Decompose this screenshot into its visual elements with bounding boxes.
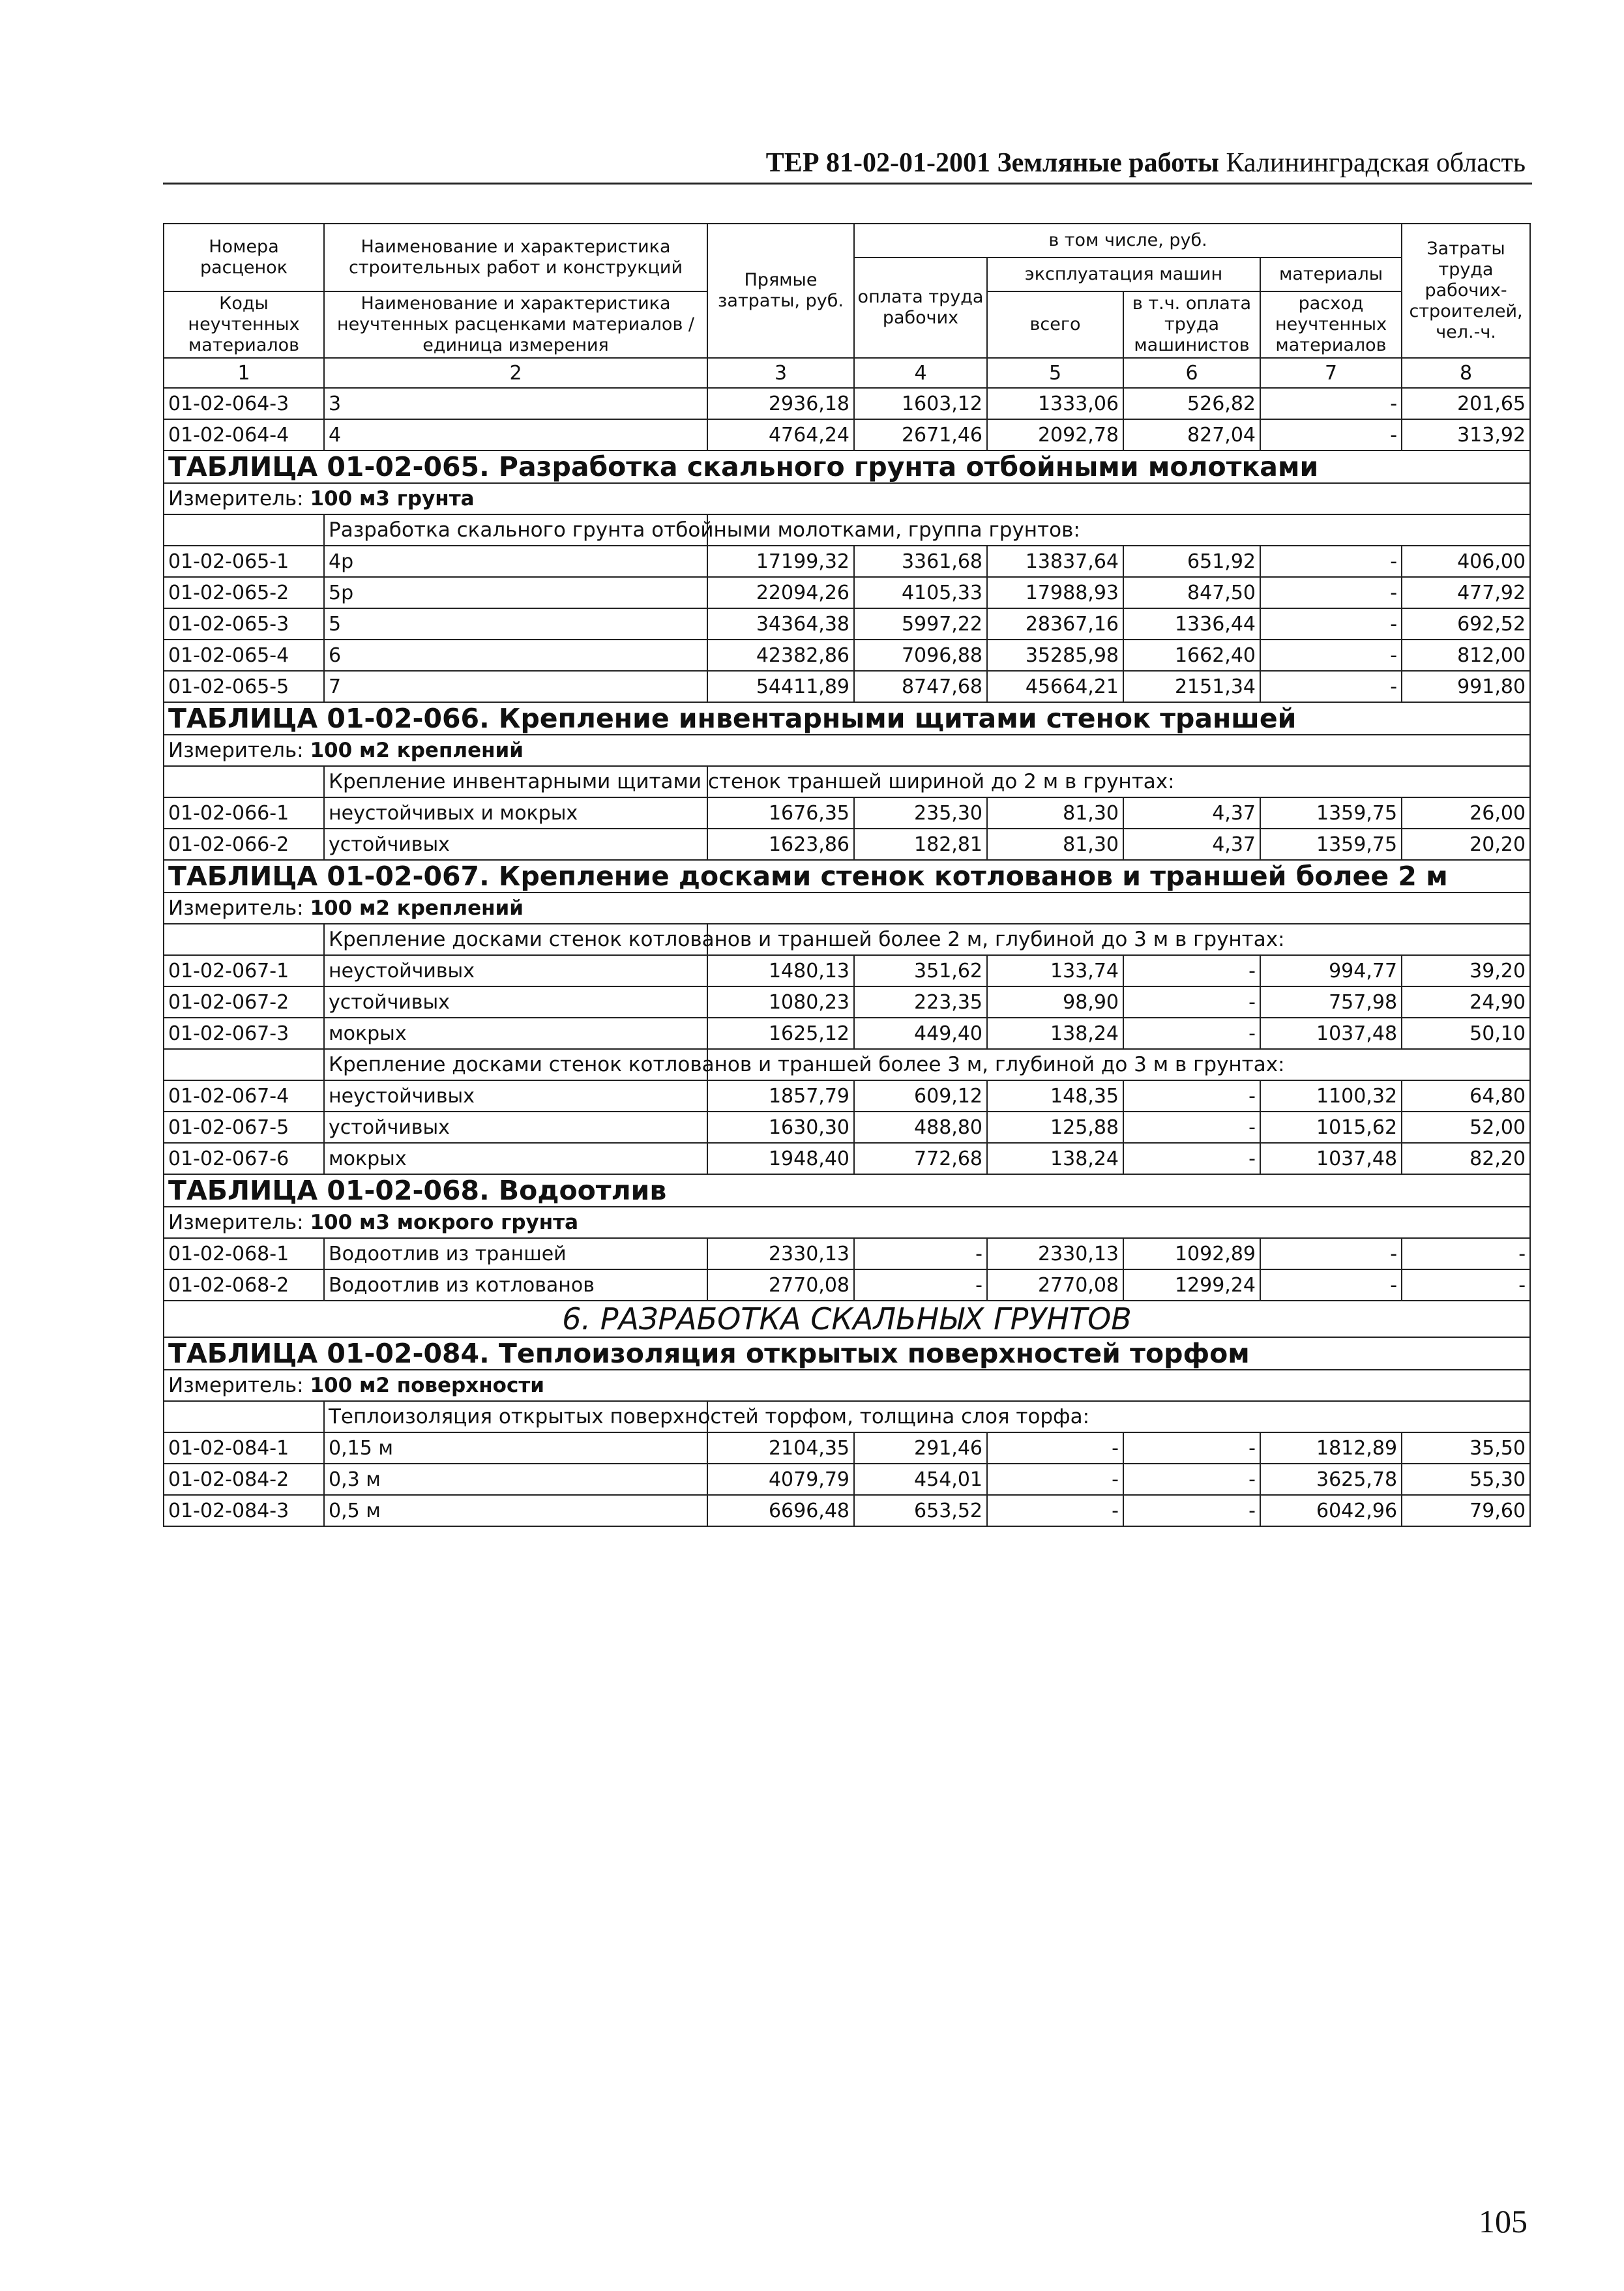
rate-name: устойчивых: [324, 986, 707, 1018]
col-name-top: Наименование и характеристика строительных работ и конструкций: [324, 224, 707, 291]
table-title-text: ТАБЛИЦА 01-02-065. Разработка скального грунта отбойными молотками: [168, 451, 1319, 482]
rate-value: 223,35: [854, 986, 987, 1018]
col-name-bottom: Наименование и характеристика неучтенных расценками материалов / единица измерения: [324, 291, 707, 358]
rate-value: 81,30: [987, 797, 1123, 829]
rate-name: 4: [324, 419, 707, 451]
rate-code: 01-02-066-1: [164, 797, 324, 829]
rate-value: 2092,78: [987, 419, 1123, 451]
measure-value: 100 м3 грунта: [310, 487, 475, 510]
rate-value: 1037,48: [1260, 1143, 1402, 1174]
table-row: [164, 1464, 1530, 1495]
rate-value: 138,24: [987, 1018, 1123, 1049]
rate-value: 35285,98: [987, 640, 1123, 671]
rate-value: 651,92: [1123, 546, 1260, 577]
rate-value: 4,37: [1123, 797, 1260, 829]
rate-value: -: [987, 1432, 1123, 1464]
rate-value: 98,90: [987, 986, 1123, 1018]
rate-value: 20,20: [1402, 829, 1530, 860]
rate-value: 138,24: [987, 1143, 1123, 1174]
rate-code: 01-02-068-2: [164, 1269, 324, 1301]
rate-value: -: [1260, 546, 1402, 577]
rate-value: 449,40: [854, 1018, 987, 1049]
col-codes-bottom: Коды неучтенных материалов: [164, 291, 324, 358]
table-title-text: ТАБЛИЦА 01-02-068. Водоотлив: [168, 1175, 667, 1206]
rate-value: 2770,08: [707, 1269, 854, 1301]
rate-value: 52,00: [1402, 1112, 1530, 1143]
rate-code: 01-02-067-6: [164, 1143, 324, 1174]
group-description: Теплоизоляция открытых поверхностей торфом, толщина слоя торфа:: [324, 1401, 707, 1432]
rate-value: 2770,08: [987, 1269, 1123, 1301]
table-header: [164, 224, 1530, 388]
rate-value: -: [854, 1238, 987, 1269]
group-description: Крепление досками стенок котлованов и траншей более 2 м, глубиной до 3 м в грунтах:: [324, 924, 707, 955]
rate-value: 6696,48: [707, 1495, 854, 1526]
rate-value: 406,00: [1402, 546, 1530, 577]
rate-value: 1299,24: [1123, 1269, 1260, 1301]
rate-value: -: [1123, 1080, 1260, 1112]
rate-value: -: [1123, 1464, 1260, 1495]
table-title-text: ТАБЛИЦА 01-02-066. Крепление инвентарными щитами стенок траншей: [168, 703, 1297, 734]
rate-value: -: [1260, 671, 1402, 702]
rate-value: 4,37: [1123, 829, 1260, 860]
rate-value: 526,82: [1123, 388, 1260, 419]
rate-value: 2104,35: [707, 1432, 854, 1464]
table-row: [164, 1269, 1530, 1301]
rate-code: 01-02-066-2: [164, 829, 324, 860]
rate-value: 1630,30: [707, 1112, 854, 1143]
table-title: [164, 1337, 1530, 1370]
rate-name: мокрых: [324, 1143, 707, 1174]
rate-value: 17988,93: [987, 577, 1123, 608]
col-materials: материалы: [1260, 258, 1402, 291]
col-num: 3: [707, 358, 854, 388]
rate-code: 01-02-067-4: [164, 1080, 324, 1112]
price-table: [163, 223, 1531, 1527]
rate-value: -: [987, 1464, 1123, 1495]
table-row: [164, 640, 1530, 671]
rate-value: 235,30: [854, 797, 987, 829]
table-row: [164, 419, 1530, 451]
rate-name: 6: [324, 640, 707, 671]
measure-value: 100 м3 мокрого грунта: [310, 1211, 579, 1234]
rate-value: 653,52: [854, 1495, 987, 1526]
col-num: 7: [1260, 358, 1402, 388]
rate-value: 22094,26: [707, 577, 854, 608]
rate-value: 4105,33: [854, 577, 987, 608]
rate-value: -: [1123, 1495, 1260, 1526]
rate-value: -: [1260, 608, 1402, 640]
measure-label: Измеритель:: [168, 1374, 304, 1397]
rate-value: 34364,38: [707, 608, 854, 640]
rate-value: 3625,78: [1260, 1464, 1402, 1495]
rate-value: 28367,16: [987, 608, 1123, 640]
table-measure: [164, 1370, 1530, 1401]
table-row: [164, 955, 1530, 986]
rate-value: 609,12: [854, 1080, 987, 1112]
rate-name: 4р: [324, 546, 707, 577]
rate-value: 7096,88: [854, 640, 987, 671]
col-machinists-wages: в т.ч. оплата труда машинистов: [1123, 291, 1260, 358]
measure-value: 100 м2 креплений: [310, 739, 524, 762]
rate-value: 6042,96: [1260, 1495, 1402, 1526]
rate-name: 0,15 м: [324, 1432, 707, 1464]
rate-code: 01-02-068-1: [164, 1238, 324, 1269]
rate-value: 4764,24: [707, 419, 854, 451]
rate-value: -: [1123, 1432, 1260, 1464]
rate-value: 1857,79: [707, 1080, 854, 1112]
rate-code: 01-02-065-2: [164, 577, 324, 608]
rate-code: 01-02-064-4: [164, 419, 324, 451]
rate-value: -: [1260, 388, 1402, 419]
rate-value: -: [987, 1495, 1123, 1526]
rate-value: -: [1123, 1018, 1260, 1049]
rate-value: 2151,34: [1123, 671, 1260, 702]
rate-value: 8747,68: [854, 671, 987, 702]
table-row: [164, 1143, 1530, 1174]
rate-name: неустойчивых и мокрых: [324, 797, 707, 829]
rate-value: 182,81: [854, 829, 987, 860]
measure-value: 100 м2 креплений: [310, 896, 524, 920]
rate-value: -: [1123, 1112, 1260, 1143]
rate-name: 5р: [324, 577, 707, 608]
rate-value: -: [1123, 955, 1260, 986]
table-title-text: ТАБЛИЦА 01-02-067. Крепление досками стенок котлованов и траншей более 2 м: [168, 861, 1448, 892]
rate-name: 7: [324, 671, 707, 702]
table-measure: [164, 483, 1530, 514]
header-text: [766, 147, 1526, 179]
rate-value: 1603,12: [854, 388, 987, 419]
rate-name: Водоотлив из траншей: [324, 1238, 707, 1269]
col-material-usage: расход неучтенных материалов: [1260, 291, 1402, 358]
header-region: Калининградская область: [1226, 148, 1526, 178]
rate-value: 454,01: [854, 1464, 987, 1495]
table-row: [164, 388, 1530, 419]
rate-value: 757,98: [1260, 986, 1402, 1018]
table-row: [164, 829, 1530, 860]
rate-value: -: [1402, 1238, 1530, 1269]
rate-value: -: [854, 1269, 987, 1301]
col-wages: оплата труда рабочих: [854, 258, 987, 358]
page-number: 105: [1479, 2203, 1528, 2239]
rate-value: -: [1123, 986, 1260, 1018]
col-num: 4: [854, 358, 987, 388]
table-row: [164, 671, 1530, 702]
col-num: 6: [1123, 358, 1260, 388]
rate-value: 692,52: [1402, 608, 1530, 640]
rate-value: 79,60: [1402, 1495, 1530, 1526]
group-description: Крепление досками стенок котлованов и траншей более 3 м, глубиной до 3 м в грунтах:: [324, 1049, 707, 1080]
rate-value: 1333,06: [987, 388, 1123, 419]
rate-code: 01-02-084-2: [164, 1464, 324, 1495]
rate-value: 81,30: [987, 829, 1123, 860]
rate-value: -: [1260, 577, 1402, 608]
rate-code: 01-02-065-1: [164, 546, 324, 577]
header-code: ТЕР 81-02-01-2001: [765, 148, 990, 178]
rate-value: 477,92: [1402, 577, 1530, 608]
col-num: 1: [164, 358, 324, 388]
rate-value: 1623,86: [707, 829, 854, 860]
header-title: Земляные работы: [997, 148, 1219, 178]
rate-value: 1359,75: [1260, 797, 1402, 829]
rate-name: 3: [324, 388, 707, 419]
rate-value: 54411,89: [707, 671, 854, 702]
rate-value: 1100,32: [1260, 1080, 1402, 1112]
table-measure: [164, 735, 1530, 766]
rate-value: 133,74: [987, 955, 1123, 986]
table-measure: [164, 1207, 1530, 1238]
rate-value: 5997,22: [854, 608, 987, 640]
rate-code: 01-02-084-1: [164, 1432, 324, 1464]
col-num: 8: [1402, 358, 1530, 388]
rate-value: 45664,21: [987, 671, 1123, 702]
rate-code: 01-02-067-5: [164, 1112, 324, 1143]
table-title: [164, 1174, 1530, 1207]
rate-value: -: [1402, 1269, 1530, 1301]
rate-value: 994,77: [1260, 955, 1402, 986]
rate-value: 1676,35: [707, 797, 854, 829]
rate-name: устойчивых: [324, 829, 707, 860]
table-row: [164, 546, 1530, 577]
rate-name: мокрых: [324, 1018, 707, 1049]
table-row: [164, 986, 1530, 1018]
rate-name: устойчивых: [324, 1112, 707, 1143]
rate-name: 0,5 м: [324, 1495, 707, 1526]
rate-value: 148,35: [987, 1080, 1123, 1112]
column-numbers: [164, 358, 1530, 388]
rate-value: 55,30: [1402, 1464, 1530, 1495]
rate-code: 01-02-065-5: [164, 671, 324, 702]
rate-code: 01-02-067-1: [164, 955, 324, 986]
table-title-text: ТАБЛИЦА 01-02-084. Теплоизоляция открытых поверхностей торфом: [168, 1338, 1250, 1369]
rate-value: 812,00: [1402, 640, 1530, 671]
measure-label: Измеритель:: [168, 487, 304, 510]
rate-value: 991,80: [1402, 671, 1530, 702]
table-title: [164, 860, 1530, 893]
rate-value: -: [1260, 1238, 1402, 1269]
rate-value: 1625,12: [707, 1018, 854, 1049]
table-row: [164, 1432, 1530, 1464]
table-row: [164, 577, 1530, 608]
col-direct-costs: Прямые затраты, руб.: [707, 224, 854, 358]
rate-value: 50,10: [1402, 1018, 1530, 1049]
col-machines-total: всего: [987, 291, 1123, 358]
col-labor: Затраты труда рабочих-строителей, чел.-ч.: [1402, 224, 1530, 358]
rate-value: 4079,79: [707, 1464, 854, 1495]
rate-value: 64,80: [1402, 1080, 1530, 1112]
measure-label: Измеритель:: [168, 1211, 304, 1234]
table-row: [164, 797, 1530, 829]
rate-value: 313,92: [1402, 419, 1530, 451]
rate-value: 125,88: [987, 1112, 1123, 1143]
rate-value: 24,90: [1402, 986, 1530, 1018]
rate-value: 42382,86: [707, 640, 854, 671]
rate-value: 3361,68: [854, 546, 987, 577]
table-row: [164, 1238, 1530, 1269]
rate-name: 5: [324, 608, 707, 640]
table-row: [164, 1112, 1530, 1143]
measure-value: 100 м2 поверхности: [310, 1374, 545, 1397]
rate-value: 82,20: [1402, 1143, 1530, 1174]
rate-value: -: [1123, 1143, 1260, 1174]
col-including: в том числе, руб.: [854, 224, 1402, 258]
rate-value: 2330,13: [707, 1238, 854, 1269]
rate-value: 13837,64: [987, 546, 1123, 577]
rate-value: 1812,89: [1260, 1432, 1402, 1464]
rate-value: 1480,13: [707, 955, 854, 986]
rate-value: 772,68: [854, 1143, 987, 1174]
rate-value: 1359,75: [1260, 829, 1402, 860]
rate-name: 0,3 м: [324, 1464, 707, 1495]
rate-value: 1948,40: [707, 1143, 854, 1174]
col-num: 5: [987, 358, 1123, 388]
table-body: [164, 388, 1530, 1526]
rate-value: 1336,44: [1123, 608, 1260, 640]
section-heading: 6. РАЗРАБОТКА СКАЛЬНЫХ ГРУНТОВ: [164, 1301, 1530, 1337]
rate-value: -: [1260, 419, 1402, 451]
table-row: [164, 608, 1530, 640]
rate-code: 01-02-065-3: [164, 608, 324, 640]
rate-value: 1662,40: [1123, 640, 1260, 671]
rate-name: неустойчивых: [324, 955, 707, 986]
rate-value: 1037,48: [1260, 1018, 1402, 1049]
col-machines: эксплуатация машин: [987, 258, 1260, 291]
rate-value: 827,04: [1123, 419, 1260, 451]
rate-value: 201,65: [1402, 388, 1530, 419]
group-description: Разработка скального грунта отбойными молотками, группа грунтов:: [324, 514, 707, 546]
rate-code: 01-02-065-4: [164, 640, 324, 671]
rate-value: 1080,23: [707, 986, 854, 1018]
rate-value: 351,62: [854, 955, 987, 986]
rate-value: 2330,13: [987, 1238, 1123, 1269]
col-codes-top: Номера расценок: [164, 224, 324, 291]
rate-value: 17199,32: [707, 546, 854, 577]
table-measure: [164, 893, 1530, 924]
rate-value: 488,80: [854, 1112, 987, 1143]
table-row: [164, 1018, 1530, 1049]
measure-label: Измеритель:: [168, 739, 304, 762]
rate-value: 1092,89: [1123, 1238, 1260, 1269]
table-row: [164, 1080, 1530, 1112]
rate-code: 01-02-067-3: [164, 1018, 324, 1049]
rate-value: 2671,46: [854, 419, 987, 451]
rate-value: 35,50: [1402, 1432, 1530, 1464]
rate-value: 39,20: [1402, 955, 1530, 986]
table-title: [164, 702, 1530, 735]
rate-value: 26,00: [1402, 797, 1530, 829]
rate-value: -: [1260, 640, 1402, 671]
table-row: [164, 1495, 1530, 1526]
group-description: Крепление инвентарными щитами стенок траншей шириной до 2 м в грунтах:: [324, 766, 707, 797]
col-num: 2: [324, 358, 707, 388]
rate-name: Водоотлив из котлованов: [324, 1269, 707, 1301]
rate-value: 291,46: [854, 1432, 987, 1464]
rate-value: 847,50: [1123, 577, 1260, 608]
table-title: [164, 451, 1530, 483]
rate-value: -: [1260, 1269, 1402, 1301]
rate-code: 01-02-064-3: [164, 388, 324, 419]
rate-name: неустойчивых: [324, 1080, 707, 1112]
rate-code: 01-02-067-2: [164, 986, 324, 1018]
page-header: [163, 142, 1532, 185]
rate-code: 01-02-084-3: [164, 1495, 324, 1526]
measure-label: Измеритель:: [168, 896, 304, 920]
rate-value: 1015,62: [1260, 1112, 1402, 1143]
rate-value: 2936,18: [707, 388, 854, 419]
